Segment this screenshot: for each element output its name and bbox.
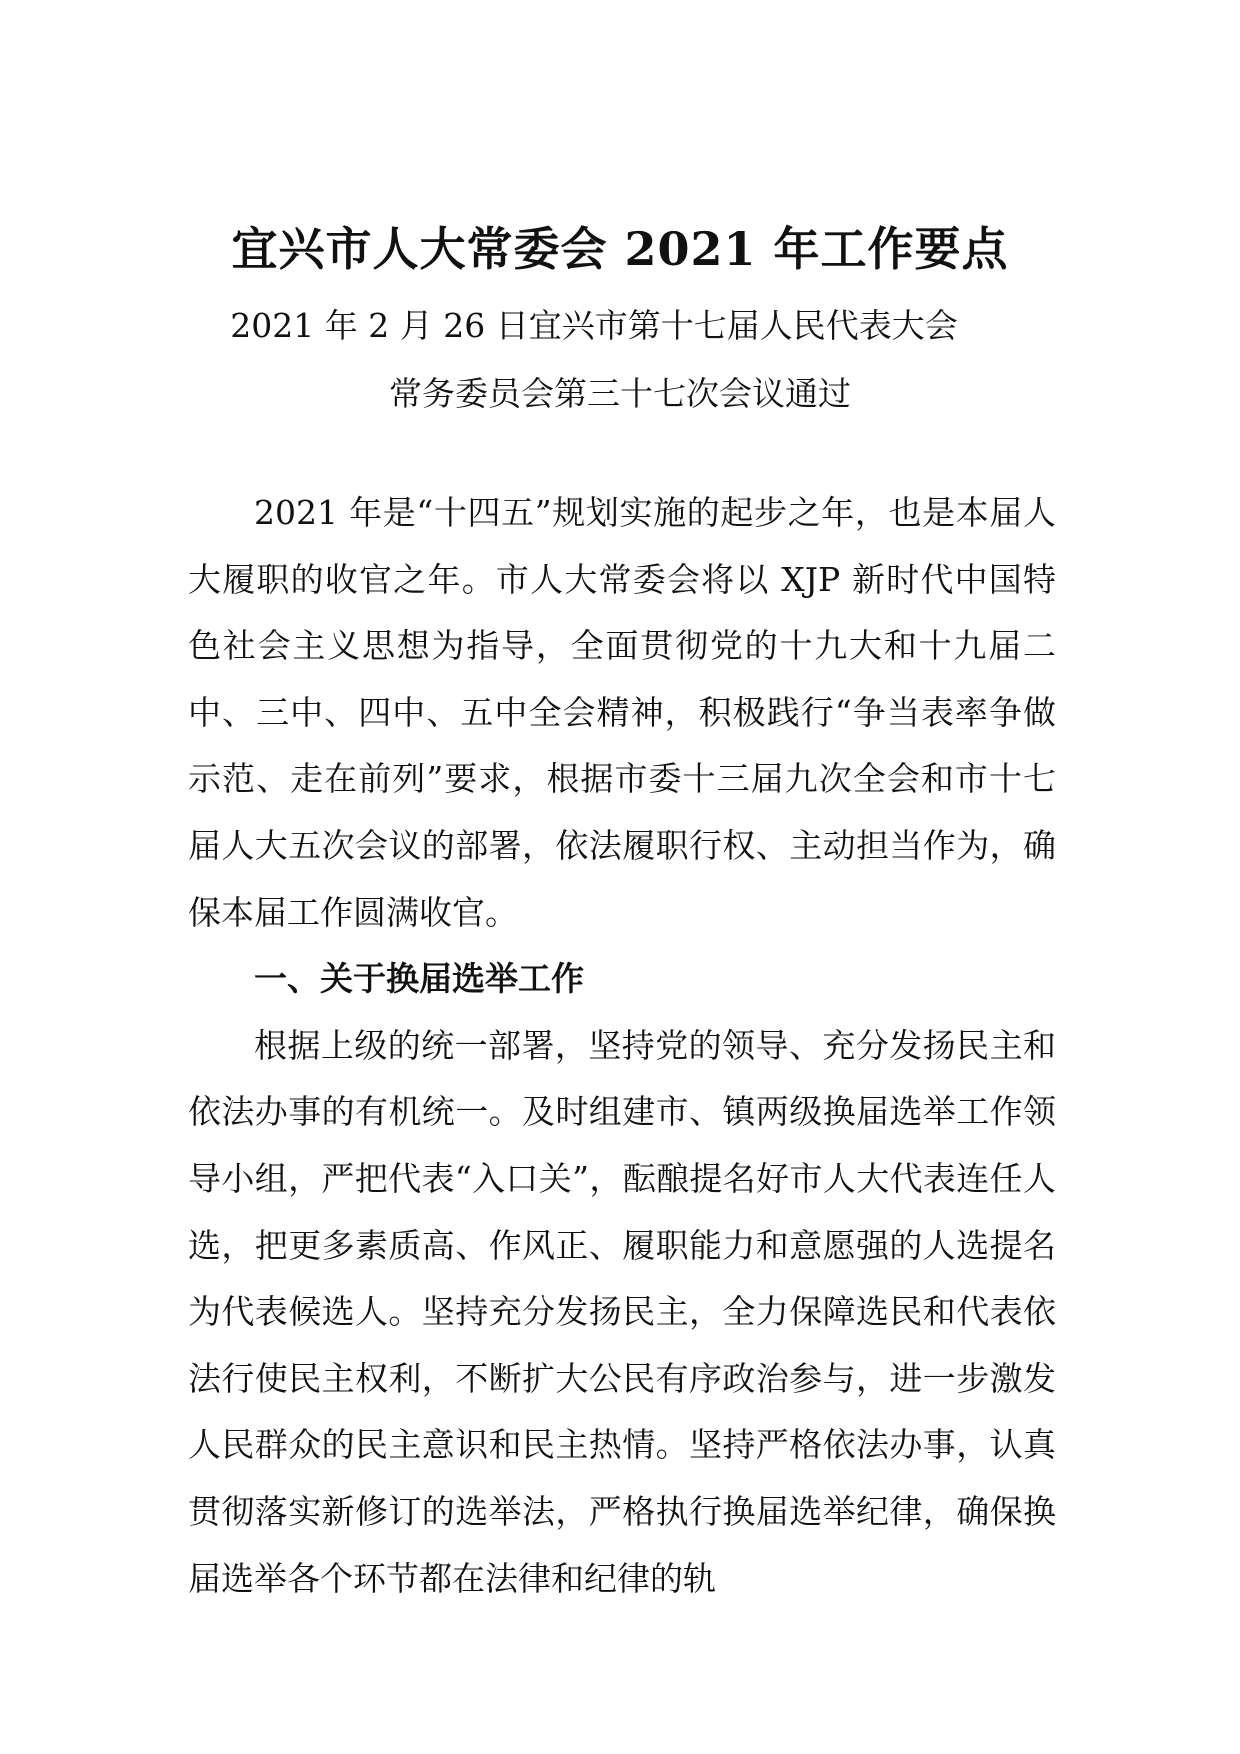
section-1-paragraph: 根据上级的统一部署，坚持党的领导、充分发扬民主和依法办事的有机统一。及时组建市、镇两级换届选举工作领导小组，严把代表“入口关”，酝酿提名好市人大代表连任人选，把更多素质高、作风正、履职能力和意愿强的人选提名为代表候选人。坚持充分发扬民主，全力保障选民和代表依法行使民主权利，不断扩大公民有序政治参与，进一步激发人民群众的民主意识和民主热情。坚持严格依法办事，认真贯彻落实新修订的选举法，严格执行换届选举纪律，确保换届选举各个环节都在法律和纪律的轨 [188, 1025, 1056, 1598]
document-subtitle-line-1: 2021 年 2 月 26 日宜兴市第十七届人民代表大会 [230, 306, 958, 345]
document-subtitle-line-2: 常务委员会第三十七次会议通过 [389, 374, 851, 413]
document-body [188, 480, 1056, 1612]
document-title: 宜兴市人大常委会 2021 年工作要点 [231, 222, 1009, 276]
section-1-heading: 一、关于换届选举工作 [254, 959, 584, 999]
intro-paragraph: 2021 年是“十四五”规划实施的起步之年，也是本届人大履职的收官之年。市人大常委会将以 XJP 新时代中国特色社会主义思想为指导，全面贯彻党的十九大和十九届二中、三中、四中、五中全会精神，积极践行“争当表率争做示范、走在前列”要求，根据市委十三届九次全会和市十七届人大五次会议的部署，依法履职行权、主动担当作为，确保本届工作圆满收官。 [188, 493, 1056, 932]
